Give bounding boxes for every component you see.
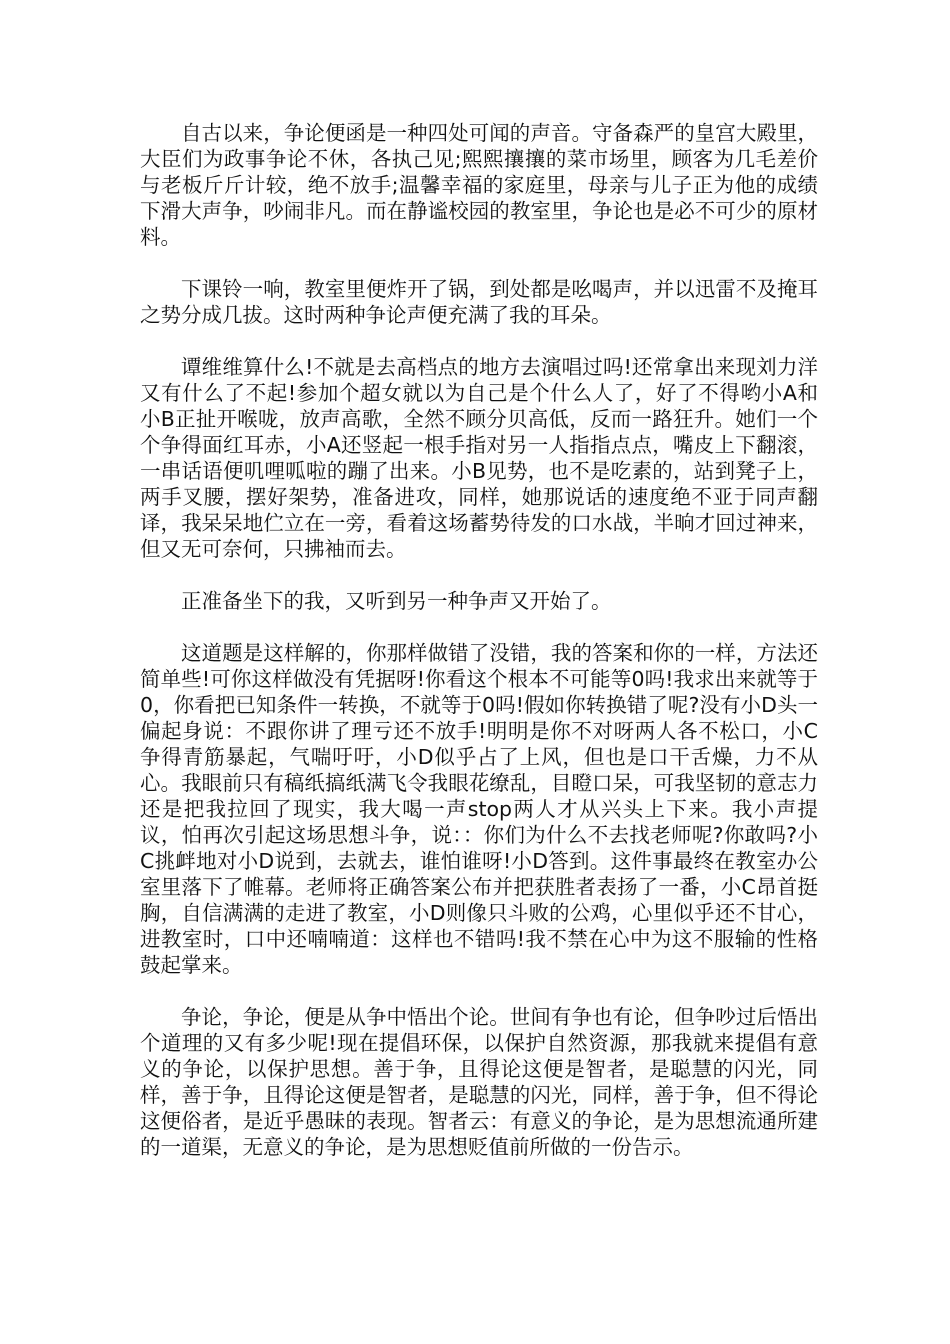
paragraph-transition: 正准备坐下的我，又听到另一种争声又开始了。 xyxy=(181,589,612,613)
paragraph-second-argument: 这道题是这样解的，你那样做错了没错，我的答案和你的一样，方法还简单些!可你这样做没有凭据呀!你看这个根本不可能等0吗!我求出来就等于0，你看把已知条件一转换，不就等于0吗!假如你转换错了呢?没有小D头一偏起身说：不跟你讲了理亏还不放手!明明是你不对呀两人各不松口，小C争得青筋暴起，气喘吁吁，小D似乎占了上风，但也是口干舌燥，力不从心。我眼前只有稿纸搞纸满飞令我眼花缭乱，目瞪口呆，可我坚韧的意志力还是把我拉回了现实，我大喝一声stop两人才从兴头上下来。我小声提议，怕再次引起这场思想斗争，说：：你们为什么不去找老师呢?你敢吗?小C挑衅地对小D说到，去就去，谁怕谁呀!小D答到。这件事最终在教室办公室里落下了帷幕。老师将正确答案公布并把获胜者表扬了一番，小C昂首挺胸，自信满满的走进了教室，小D则像只斗败的公鸡，心里似乎还不甘心，进教室时，口中还喃喃道：这样也不错吗!我不禁在心中为这不服输的性格鼓起掌来。 xyxy=(140,641,818,977)
essay-body xyxy=(140,120,818,1160)
paragraph-intro: 自古以来，争论便函是一种四处可闻的声音。守备森严的皇宫大殿里，大臣们为政事争论不休，各执己见;熙熙攘攘的菜市场里，顾客为几毛差价与老板斤斤计较，绝不放手;温馨幸福的家庭里，母亲与儿子正为他的成绩下滑大声争，吵闹非凡。而在静谧校园的教室里，争论也是必不可少的原材料。 xyxy=(140,121,818,249)
paragraph-conclusion: 争论，争论，便是从争中悟出个论。世间有争也有论，但争吵过后悟出个道理的又有多少呢!现在提倡环保，以保护自然资源，那我就来提倡有意义的争论，以保护思想。善于争，且得论这便是智者，是聪慧的闪光，同样，善于争，且得论这便是智者，是聪慧的闪光，同样，善于争，但不得论这便俗者，是近乎愚昧的表现。智者云：有意义的争论，是为思想流通所建的一道渠，无意义的争论，是为思想贬值前所做的一份告示。 xyxy=(140,1005,818,1159)
paragraph-first-argument: 谭维维算什么!不就是去高档点的地方去演唱过吗!还常拿出来现刘力洋又有什么了不起!参加个超女就以为自己是个什么人了，好了不得哟小A和小B正扯开喉咙，放声高歌，全然不顾分贝高低，反而一路狂升。她们一个个争得面红耳赤，小A还竖起一根手指对另一人指指点点，嘴皮上下翻滚，一串话语便叽哩呱啦的蹦了出来。小B见势，也不是吃素的，站到凳子上，两手叉腰，摆好架势，准备进攻，同样，她那说话的速度绝不亚于同声翻译，我呆呆地伫立在一旁，看着这场蓄势待发的口水战，半晌才回过神来，但又无可奈何，只拂袖而去。 xyxy=(140,355,818,561)
paragraph-class-bell: 下课铃一响，教室里便炸开了锅，到处都是吆喝声，并以迅雷不及掩耳之势分成几拔。这时两种争论声便充满了我的耳朵。 xyxy=(140,277,818,327)
